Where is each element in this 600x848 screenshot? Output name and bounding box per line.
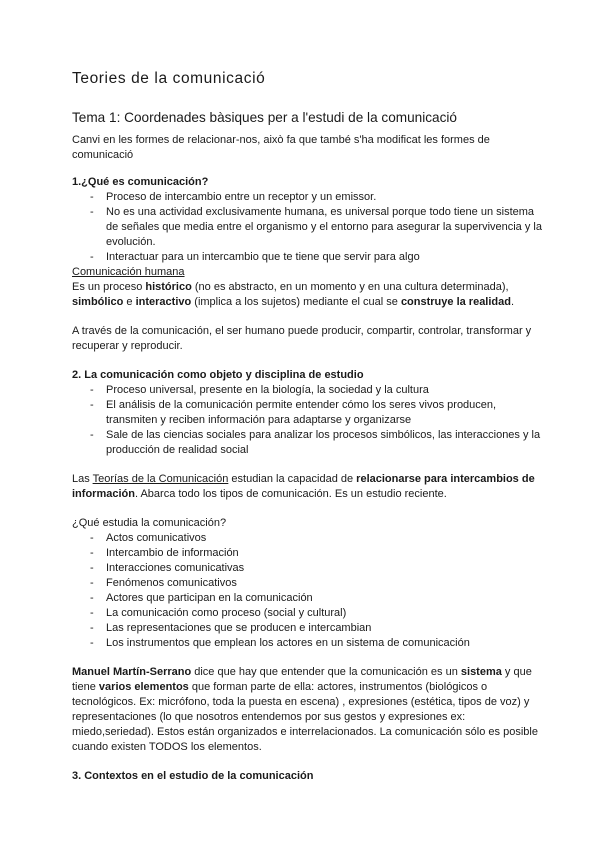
section-1-heading: 1.¿Qué es comunicación?	[72, 176, 209, 188]
list-item: - Los instrumentos que emplean los actores en un sistema de comunicación	[72, 636, 542, 651]
list-item: - Proceso de intercambio entre un receptor y un emissor.	[72, 190, 542, 205]
list-item: - Intercambio de información	[72, 546, 542, 561]
human-communication-subheading: Comunicación humana	[72, 266, 185, 278]
list-item: - Sale de las ciencias sociales para analizar los procesos simbólicos, las interacciones y la producción de realidad social	[72, 428, 542, 458]
section-2-heading: 2. La comunicación como objeto y disciplina de estudio	[72, 369, 364, 381]
section-3-heading: 3. Contextos en el estudio de la comunicación	[72, 770, 314, 782]
list-item: - Interactuar para un intercambio que te tiene que servir para algo	[72, 250, 542, 265]
intro-paragraph: Canvi en les formes de relacionar-nos, això fa que també s'ha modificat les formes de comunicació	[72, 134, 490, 161]
topic-title: Tema 1: Coordenades bàsiques per a l'estudi de la comunicació	[72, 110, 457, 125]
martin-serrano-paragraph: Manuel Martín-Serrano dice que hay que entender que la comunicación es un sistema y que tiene varios elementos que forman parte de ella: actores, instrumentos (biológicos o tecnológicos. Ex: micrófono, toda la puesta en escena) , expresiones (estética, tipos de voz) y representaciones (lo que nosotros entendemos por sus gestos y expresiones ex: miedo,seriedad). Estos están organizados e interrelacionados. La comunicación sólo es posible cuando existen TODOS los elementos.	[72, 666, 538, 753]
section-1-list	[72, 190, 542, 265]
theories-paragraph: Las Teorías de la Comunicación estudian la capacidad de relacionarse para intercambios de información. Abarca todo los tipos de comunicación. Es un estudio reciente.	[72, 473, 535, 500]
document-title: Teories de la comunicació	[72, 70, 266, 87]
list-item: - Las representaciones que se producen e intercambian	[72, 621, 542, 636]
list-item: - Proceso universal, presente en la biología, la sociedad y la cultura	[72, 383, 542, 398]
human-communication-paragraph: Es un proceso histórico (no es abstracto, en un momento y en una cultura determinada), simbólico e interactivo (implica a los sujetos) mediante el cual se construye la realidad.	[72, 281, 515, 308]
study-question: ¿Qué estudia la comunicación?	[72, 517, 227, 529]
list-item: - Actos comunicativos	[72, 531, 542, 546]
list-item: - Actores que participan en la comunicación	[72, 591, 542, 606]
list-item: - Interacciones comunicativas	[72, 561, 542, 576]
list-item: - El análisis de la comunicación permite entender cómo los seres vivos producen, transmiten y reciben información para adaptarse y organizarse	[72, 398, 542, 428]
communication-capabilities-paragraph: A través de la comunicación, el ser humano puede producir, compartir, controlar, transformar y recuperar y reproducir.	[72, 325, 532, 352]
list-item: - Fenómenos comunicativos	[72, 576, 542, 591]
study-list	[72, 531, 542, 651]
list-item: - La comunicación como proceso (social y cultural)	[72, 606, 542, 621]
list-item: - No es una actividad exclusivamente humana, es universal porque todo tiene un sistema de señales que media entre el organismo y el entorno para asegurar la supervivencia y la evolución.	[72, 205, 542, 250]
document-page	[72, 70, 542, 784]
section-2-list	[72, 383, 542, 458]
